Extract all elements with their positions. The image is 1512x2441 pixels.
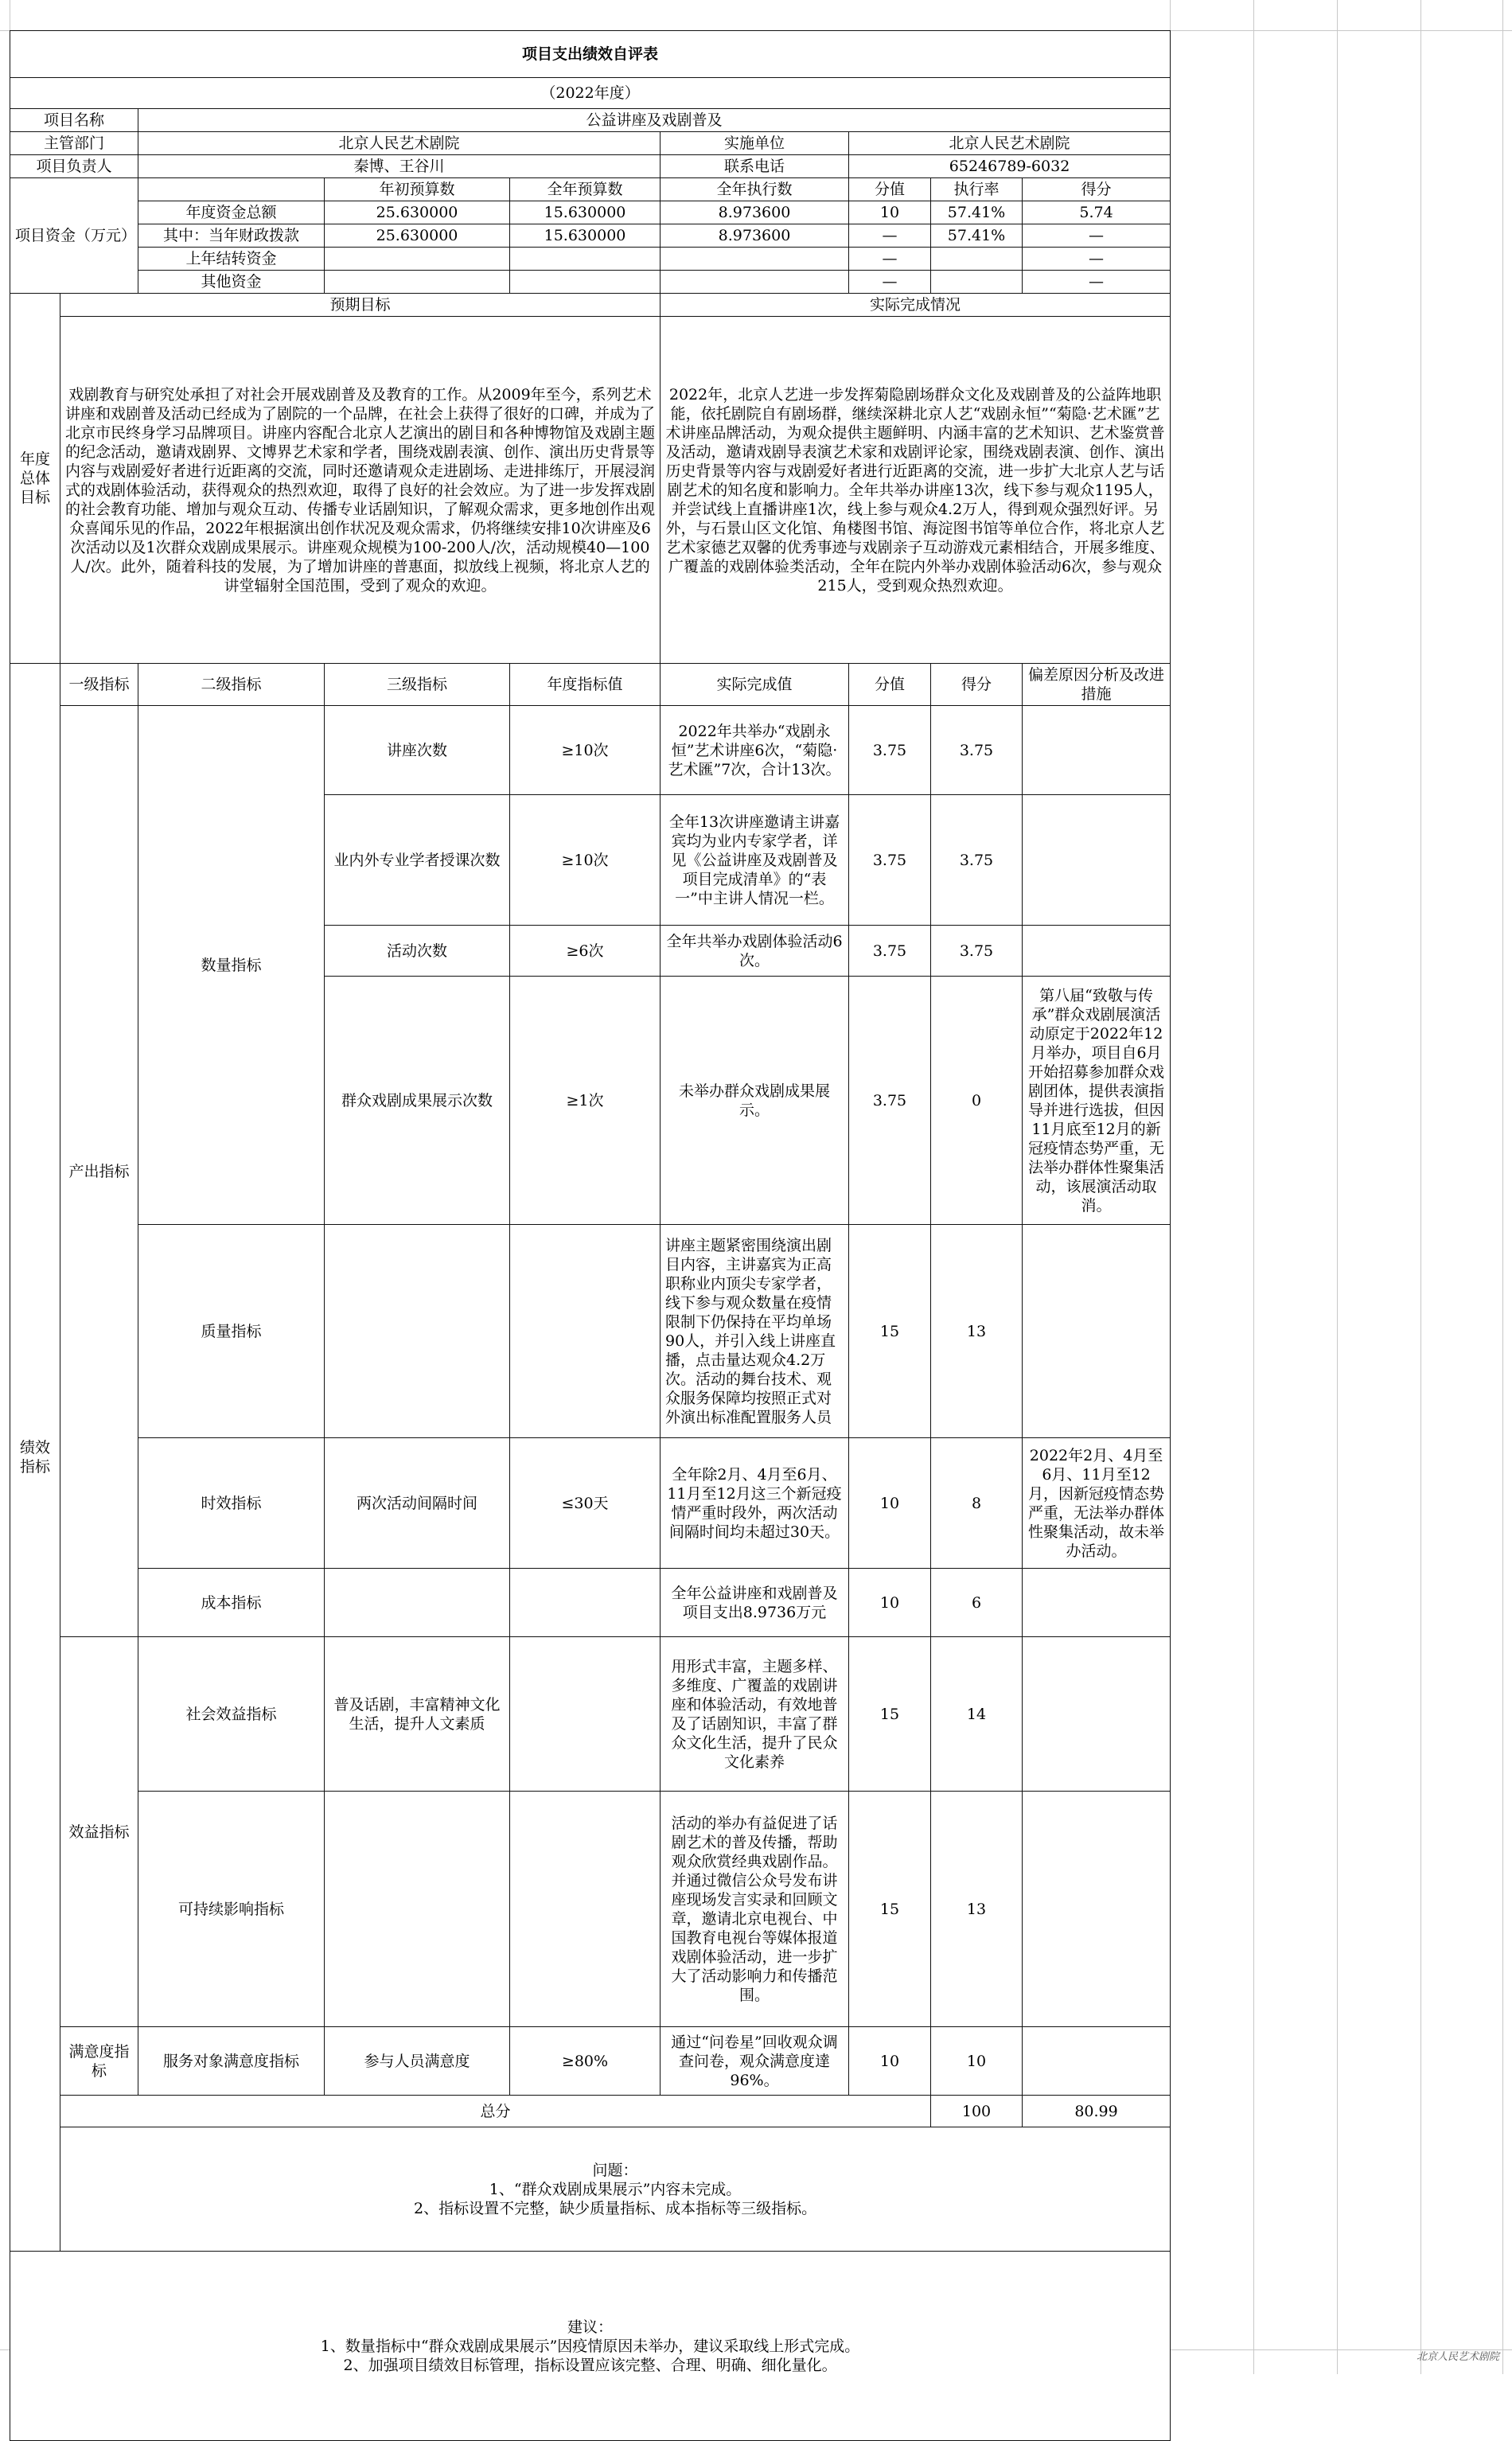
ind-header: 得分 <box>931 664 1023 706</box>
total-label: 总分 <box>60 2096 931 2127</box>
problem-item: 1、“群众戏剧成果展示”内容未完成。 <box>489 2180 742 2198</box>
funds-cell: 10 <box>849 201 931 224</box>
expected-text: 戏剧教育与研究处承担了对社会开展戏剧普及及教育的工作。从2009年至今，系列艺术讲座和戏剧普及活动已经成为了剧院的一个品牌，在社会上获得了很好的口碑，并成为了北京市民终身学习品牌项目。讲座内容配合北京人艺演出的剧目和各种博物馆及戏剧主题的纪念活动，邀请戏剧界、文博界艺术家和学者，围绕戏剧表演、创作、演出历史背景等内容与戏剧爱好者进行近距离的交流，同时还邀请观众走进剧场、走进排练厅，开展浸润式的戏剧体验活动，获得观众的热烈欢迎，取得了良好的社会效应。为了进一步发挥戏剧的社会教育功能、增加与观众互动、传播专业话剧知识，了解观众需求，更多地创作出观众喜闻乐见的作品，2022年根据演出创作状况及观众需求，仍将继续安排10次讲座及6次活动以及1次群众戏剧成果展示。讲座观众规模为100-200人/次，活动规模40—100人/次。此外，随着科技的发展，为了增加讲座的普惠面，拟放线上视频，将北京人艺的讲堂辐射全国范围，受到了观众的欢迎。 <box>60 317 661 664</box>
target-cell: ≥6次 <box>510 926 661 977</box>
level3-cell: 业内外专业学者授课次数 <box>325 795 510 926</box>
performance-table <box>10 30 1171 2441</box>
ind-header: 偏差原因分析及改进措施 <box>1023 664 1171 706</box>
actual-cell: 用形式丰富，主题多样、多维度、广覆盖的戏剧讲座和体验活动，有效地普及了话剧知识，丰富了群众文化生活，提升了民众文化素养 <box>661 1637 849 1792</box>
actual-cell: 2022年共举办“戏剧永恒”艺术讲座6次，“菊隐·艺术匯”7次，合计13次。 <box>661 706 849 795</box>
target-cell <box>510 1637 661 1792</box>
note-cell <box>1023 1225 1171 1438</box>
dept-label: 主管部门 <box>10 132 138 155</box>
goals-label: 年度总体目标 <box>10 294 60 664</box>
suggestion-item: 1、数量指标中“群众戏剧成果展示”因疫情原因未举办，建议采取线上形式完成。 <box>320 2337 860 2355</box>
funds-cell: 15.630000 <box>510 201 661 224</box>
funds-cell <box>325 248 510 271</box>
score-cell: 13 <box>931 1225 1023 1438</box>
phone-label: 联系电话 <box>661 155 849 178</box>
ind-header: 年度指标值 <box>510 664 661 706</box>
funds-cell <box>510 248 661 271</box>
total-score: 80.99 <box>1023 2096 1171 2127</box>
funds-cell: 25.630000 <box>325 224 510 248</box>
funds-cell <box>661 248 849 271</box>
actual-cell: 全年公益讲座和戏剧普及项目支出8.9736万元 <box>661 1569 849 1637</box>
actual-cell: 活动的举办有益促进了话剧艺术的普及传播，帮助观众欣赏经典戏剧作品。并通过微信公众号发布讲座现场发言实录和回顾文章，邀请北京电视台、中国教育电视台等媒体报道戏剧体验活动，进一步扩大了活动影响力和传播范围。 <box>661 1792 849 2027</box>
level3-cell <box>325 1225 510 1438</box>
funds-cell: — <box>1023 248 1171 271</box>
target-cell: ≥10次 <box>510 706 661 795</box>
funds-cell <box>931 248 1023 271</box>
year-label: （2022年度） <box>10 78 1171 109</box>
funds-cell: 25.630000 <box>325 201 510 224</box>
note-cell <box>1023 1569 1171 1637</box>
score-cell: 8 <box>931 1438 1023 1569</box>
quality-label: 质量指标 <box>138 1225 325 1438</box>
funds-cell: 8.973600 <box>661 224 849 248</box>
ind-header: 一级指标 <box>60 664 138 706</box>
target-cell: ≥1次 <box>510 977 661 1225</box>
weight-cell: 3.75 <box>849 926 931 977</box>
perf-label: 绩效指标 <box>10 664 60 2252</box>
funds-col-executed: 全年执行数 <box>661 178 849 201</box>
dept-value: 北京人民艺术剧院 <box>138 132 661 155</box>
funds-cell: 5.74 <box>1023 201 1171 224</box>
weight-cell: 3.75 <box>849 795 931 926</box>
funds-cell: 8.973600 <box>661 201 849 224</box>
funds-col-initial: 年初预算数 <box>325 178 510 201</box>
level3-cell: 讲座次数 <box>325 706 510 795</box>
funds-cell <box>325 271 510 294</box>
ind-header: 二级指标 <box>138 664 325 706</box>
cost-label: 成本指标 <box>138 1569 325 1637</box>
funds-cell: — <box>1023 271 1171 294</box>
level3-cell: 两次活动间隔时间 <box>325 1438 510 1569</box>
weight-cell: 10 <box>849 2027 931 2096</box>
problems-label: 问题： <box>592 2161 638 2179</box>
actual-cell: 全年共举办戏剧体验活动6次。 <box>661 926 849 977</box>
score-cell: 10 <box>931 2027 1023 2096</box>
impl-label: 实施单位 <box>661 132 849 155</box>
funds-cell <box>661 271 849 294</box>
note-cell <box>1023 795 1171 926</box>
suggestion-item: 2、加强项目绩效目标管理，指标设置应该完整、合理、明确、细化量化。 <box>343 2356 837 2374</box>
service-label: 服务对象满意度指标 <box>138 2027 325 2096</box>
level3-cell: 活动次数 <box>325 926 510 977</box>
target-cell: ≥10次 <box>510 795 661 926</box>
funds-cell: 15.630000 <box>510 224 661 248</box>
funds-cell: — <box>849 224 931 248</box>
actual-cell <box>661 1225 849 1438</box>
ind-header: 实际完成值 <box>661 664 849 706</box>
funds-row-name: 其他资金 <box>138 271 325 294</box>
weight-cell: 15 <box>849 1637 931 1792</box>
actual-cell: 未举办群众戏剧成果展示。 <box>661 977 849 1225</box>
score-cell: 6 <box>931 1569 1023 1637</box>
leader-label: 项目负责人 <box>10 155 138 178</box>
social-label: 社会效益指标 <box>138 1637 325 1792</box>
target-cell <box>510 1792 661 2027</box>
timeliness-label: 时效指标 <box>138 1438 325 1569</box>
funds-col-score: 得分 <box>1023 178 1171 201</box>
funds-cell: 57.41% <box>931 201 1023 224</box>
funds-cell: — <box>1023 224 1171 248</box>
score-cell: 14 <box>931 1637 1023 1792</box>
watermark: 北京人民艺术剧院 <box>1416 2351 1499 2363</box>
weight-cell: 15 <box>849 1792 931 2027</box>
funds-cell <box>931 271 1023 294</box>
score-cell: 3.75 <box>931 926 1023 977</box>
actual-cell: 通过“问卷星”回收观众调查问卷，观众满意度達96%。 <box>661 2027 849 2096</box>
expected-label: 预期目标 <box>60 294 661 317</box>
ind-header: 三级指标 <box>325 664 510 706</box>
weight-cell: 3.75 <box>849 977 931 1225</box>
funds-col-rate: 执行率 <box>931 178 1023 201</box>
funds-cell <box>510 271 661 294</box>
funds-cell: — <box>849 248 931 271</box>
funds-label: 项目资金（万元） <box>10 178 138 294</box>
funds-row-name: 年度资金总额 <box>138 201 325 224</box>
suggestions-box <box>10 2252 1171 2441</box>
funds-cell: 57.41% <box>931 224 1023 248</box>
project-name-label: 项目名称 <box>10 109 138 132</box>
target-cell <box>510 1569 661 1637</box>
score-cell: 3.75 <box>931 706 1023 795</box>
note-cell <box>1023 1792 1171 2027</box>
actual-cell: 全年13次讲座邀请主讲嘉宾均为业内专家学者，详见《公益讲座及戏剧普及项目完成清单》的“表一”中主讲人情况一栏。 <box>661 795 849 926</box>
level3-cell: 参与人员满意度 <box>325 2027 510 2096</box>
note-cell <box>1023 2027 1171 2096</box>
funds-col-blank <box>138 178 325 201</box>
leader-value: 秦博、王谷川 <box>138 155 661 178</box>
score-cell: 0 <box>931 977 1023 1225</box>
actual-text: 讲座主题紧密围绕演出剧目内容，主讲嘉宾为正高职称业内顶尖专家学者，线下参与观众数量在疫情限制下仍保持在平均单场90人，并引入线上讲座直播，点击量达观众4.2万次。活动的舞台技术、观众服务保障均按照正式对外演出标准配置服务人员 <box>665 1236 836 1426</box>
suggestions-label: 建议： <box>567 2318 614 2336</box>
target-cell <box>510 1225 661 1438</box>
weight-cell: 10 <box>849 1569 931 1637</box>
sustain-label: 可持续影响指标 <box>138 1792 325 2027</box>
note-cell <box>1023 706 1171 795</box>
funds-cell: — <box>849 271 931 294</box>
ind-header: 分值 <box>849 664 931 706</box>
level3-cell <box>325 1569 510 1637</box>
problems-box <box>60 2127 1171 2252</box>
actual-label: 实际完成情况 <box>661 294 1171 317</box>
target-cell: ≥80% <box>510 2027 661 2096</box>
impl-value: 北京人民艺术剧院 <box>849 132 1171 155</box>
score-cell: 13 <box>931 1792 1023 2027</box>
project-name-value: 公益讲座及戏剧普及 <box>138 109 1171 132</box>
score-cell: 3.75 <box>931 795 1023 926</box>
page-title: 项目支出绩效自评表 <box>10 31 1171 78</box>
weight-cell: 3.75 <box>849 706 931 795</box>
note-cell <box>1023 926 1171 977</box>
funds-col-annual: 全年预算数 <box>510 178 661 201</box>
target-cell: ≤30天 <box>510 1438 661 1569</box>
problem-item: 2、指标设置不完整，缺少质量指标、成本指标等三级指标。 <box>413 2199 817 2217</box>
note-cell: 第八届“致敬与传承”群众戏剧展演活动原定于2022年12月举办，项目自6月开始招募参加群众戏剧团体，提供表演指导并进行选拔，但因11月底至12月的新冠疫情态势严重，无法举办群体性聚集活动，该展演活动取消。 <box>1023 977 1171 1225</box>
effect-label: 效益指标 <box>60 1637 138 2027</box>
actual-cell: 全年除2月、4月至6月、11月至12月这三个新冠疫情严重时段外，两次活动间隔时间均未超过30天。 <box>661 1438 849 1569</box>
actual-text: 2022年，北京人艺进一步发挥菊隐剧场群众文化及戏剧普及的公益阵地职能，依托剧院自有剧场群，继续深耕北京人艺“戏剧永恒”“菊隐·艺术匯”艺术讲座品牌活动，为观众提供主题鲜明、内涵丰富的艺术知识、艺术鉴赏普及活动，邀请戏剧导表演艺术家和戏剧评论家，围绕戏剧表演、创作、演出历史背景等内容与戏剧爱好者进行近距离的交流，进一步扩大北京人艺与话剧艺术的知名度和影响力。全年共举办讲座13次，线下参与观众1195人，并尝试线上直播讲座1次，线上参与观众4.2万人，得到观众强烈好评。另外，与石景山区文化馆、角楼图书馆、海淀图书馆等单位合作，将北京人艺艺术家德艺双馨的优秀事迹与戏剧亲子互动游戏元素相结合，开展多维度、广覆盖的戏剧体验类活动，全年在院内外举办戏剧体验活动6次，参与观众215人，受到观众热烈欢迎。 <box>661 317 1171 664</box>
phone-value: 65246789-6032 <box>849 155 1171 178</box>
funds-col-weight: 分值 <box>849 178 931 201</box>
level3-cell: 普及话剧，丰富精神文化生活，提升人文素质 <box>325 1637 510 1792</box>
funds-row-name: 其中：当年财政拨款 <box>138 224 325 248</box>
total-weight: 100 <box>931 2096 1023 2127</box>
satisfaction-label: 满意度指标 <box>60 2027 138 2096</box>
output-label: 产出指标 <box>60 706 138 1637</box>
level3-cell: 群众戏剧成果展示次数 <box>325 977 510 1225</box>
weight-cell: 10 <box>849 1438 931 1569</box>
quantity-label: 数量指标 <box>138 706 325 1225</box>
weight-cell: 15 <box>849 1225 931 1438</box>
note-cell: 2022年2月、4月至6月、11月至12月，因新冠疫情态势严重，无法举办群体性聚集活动，故未举办活动。 <box>1023 1438 1171 1569</box>
level3-cell <box>325 1792 510 2027</box>
note-cell <box>1023 1637 1171 1792</box>
funds-row-name: 上年结转资金 <box>138 248 325 271</box>
